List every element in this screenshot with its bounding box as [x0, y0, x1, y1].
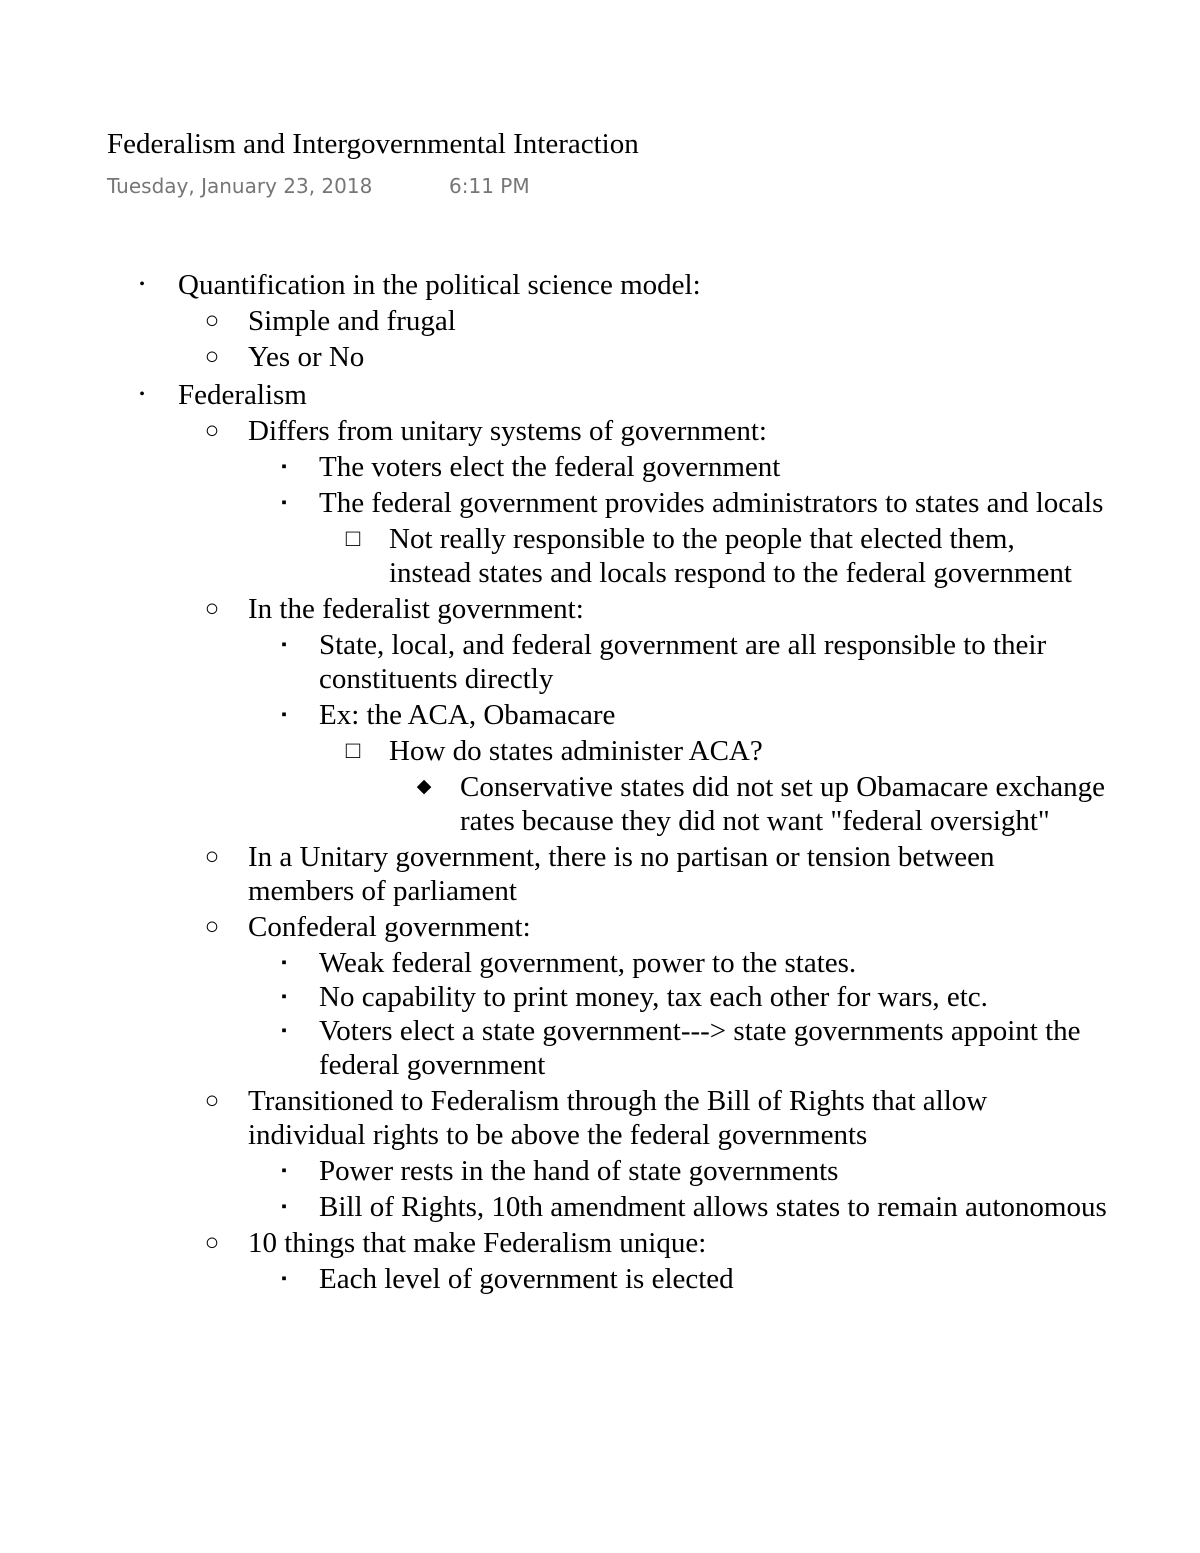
bullet-square-icon: ▪: [281, 637, 287, 653]
list-item: [204, 1226, 1108, 1260]
list-item: [139, 378, 1108, 412]
list-item: [281, 1190, 1119, 1224]
list-item-text: In the federalist government:: [248, 593, 584, 625]
bullet-square-icon: ▪: [281, 459, 287, 475]
list-item: [204, 592, 1108, 626]
list-item-text: The federal government provides administrators to states and locals: [319, 487, 1104, 519]
list-item: [416, 770, 1110, 838]
list-item-text: Transitioned to Federalism through the Bill of Rights that allow individual rights to be above the federal governments: [248, 1085, 988, 1151]
list-item-text: Federalism: [178, 379, 307, 411]
bullet-square-icon: ▪: [281, 495, 287, 511]
bullet-circle-icon: ○: [204, 596, 220, 622]
list-item: [281, 1154, 1119, 1188]
list-item: [281, 486, 1119, 520]
bullet-circle-icon: ○: [204, 914, 220, 940]
list-item-text: Differs from unitary systems of government:: [248, 415, 767, 447]
note-body: [0, 268, 1200, 1440]
bullet-square-icon: ▪: [281, 1163, 287, 1179]
list-item-text: 10 things that make Federalism unique:: [248, 1227, 707, 1259]
list-item: [281, 450, 1119, 484]
list-item: [345, 522, 1089, 590]
list-item-text: The voters elect the federal government: [319, 451, 781, 483]
list-item: [345, 734, 1089, 768]
list-item-text: Yes or No: [248, 341, 365, 373]
bullet-hollow-square-icon: □: [345, 526, 361, 552]
list-item: [204, 414, 1108, 448]
bullet-circle-icon: ○: [204, 844, 220, 870]
bullet-square-icon: ▪: [281, 1271, 287, 1287]
list-item-text: State, local, and federal government are all responsible to their constituents directly: [319, 629, 1047, 695]
bullet-dot-icon: •: [139, 276, 145, 293]
list-item-text: Power rests in the hand of state governments: [319, 1155, 839, 1187]
bullet-circle-icon: ○: [204, 308, 220, 334]
list-item: [204, 910, 1108, 944]
bullet-square-icon: ▪: [281, 989, 287, 1005]
list-item-text: Simple and frugal: [248, 305, 456, 337]
note-timestamp: [107, 171, 530, 201]
bullet-circle-icon: ○: [204, 418, 220, 444]
list-item: [204, 304, 1108, 338]
bullet-square-icon: ▪: [281, 707, 287, 723]
list-item: [204, 840, 1108, 908]
list-item: [281, 946, 1119, 980]
list-item: [281, 1014, 1119, 1082]
bullet-dot-icon: •: [139, 386, 145, 403]
bullet-circle-icon: ○: [204, 1230, 220, 1256]
page-title: Federalism and Intergovernmental Interaction: [107, 128, 639, 160]
list-item-text: Quantification in the political science model:: [178, 269, 701, 301]
list-item-text: In a Unitary government, there is no partisan or tension between members of parliament: [248, 841, 995, 907]
list-item: [139, 268, 1108, 302]
note-time: 6:11 PM: [449, 174, 530, 198]
list-item: [281, 698, 1119, 732]
bullet-square-icon: ▪: [281, 1023, 287, 1039]
list-item: [204, 340, 1108, 374]
list-item: [281, 628, 1119, 696]
bullet-square-icon: ▪: [281, 955, 287, 971]
bullet-diamond-icon: ◆: [416, 776, 432, 797]
list-item-text: How do states administer ACA?: [389, 735, 763, 767]
list-item-text: Confederal government:: [248, 911, 531, 943]
bullet-circle-icon: ○: [204, 344, 220, 370]
list-item-text: Conservative states did not set up Obamacare exchange rates because they did not want "federal oversight": [460, 771, 1106, 837]
bullet-circle-icon: ○: [204, 1088, 220, 1114]
bullet-hollow-square-icon: □: [345, 738, 361, 764]
note-date: Tuesday, January 23, 2018: [107, 174, 373, 198]
list-item: [281, 1262, 1119, 1296]
list-item-text: Ex: the ACA, Obamacare: [319, 699, 616, 731]
list-item-text: Each level of government is elected: [319, 1263, 734, 1295]
list-item: [281, 980, 1119, 1014]
list-item-text: No capability to print money, tax each other for wars, etc.: [319, 981, 988, 1013]
bullet-square-icon: ▪: [281, 1199, 287, 1215]
list-item-text: Voters elect a state government---> state governments appoint the federal government: [319, 1015, 1081, 1081]
list-item-text: Not really responsible to the people that elected them, instead states and locals respond to the federal government: [389, 523, 1072, 589]
list-item-text: Bill of Rights, 10th amendment allows states to remain autonomous: [319, 1191, 1107, 1223]
list-item: [204, 1084, 1108, 1152]
list-item-text: Weak federal government, power to the states.: [319, 947, 857, 979]
